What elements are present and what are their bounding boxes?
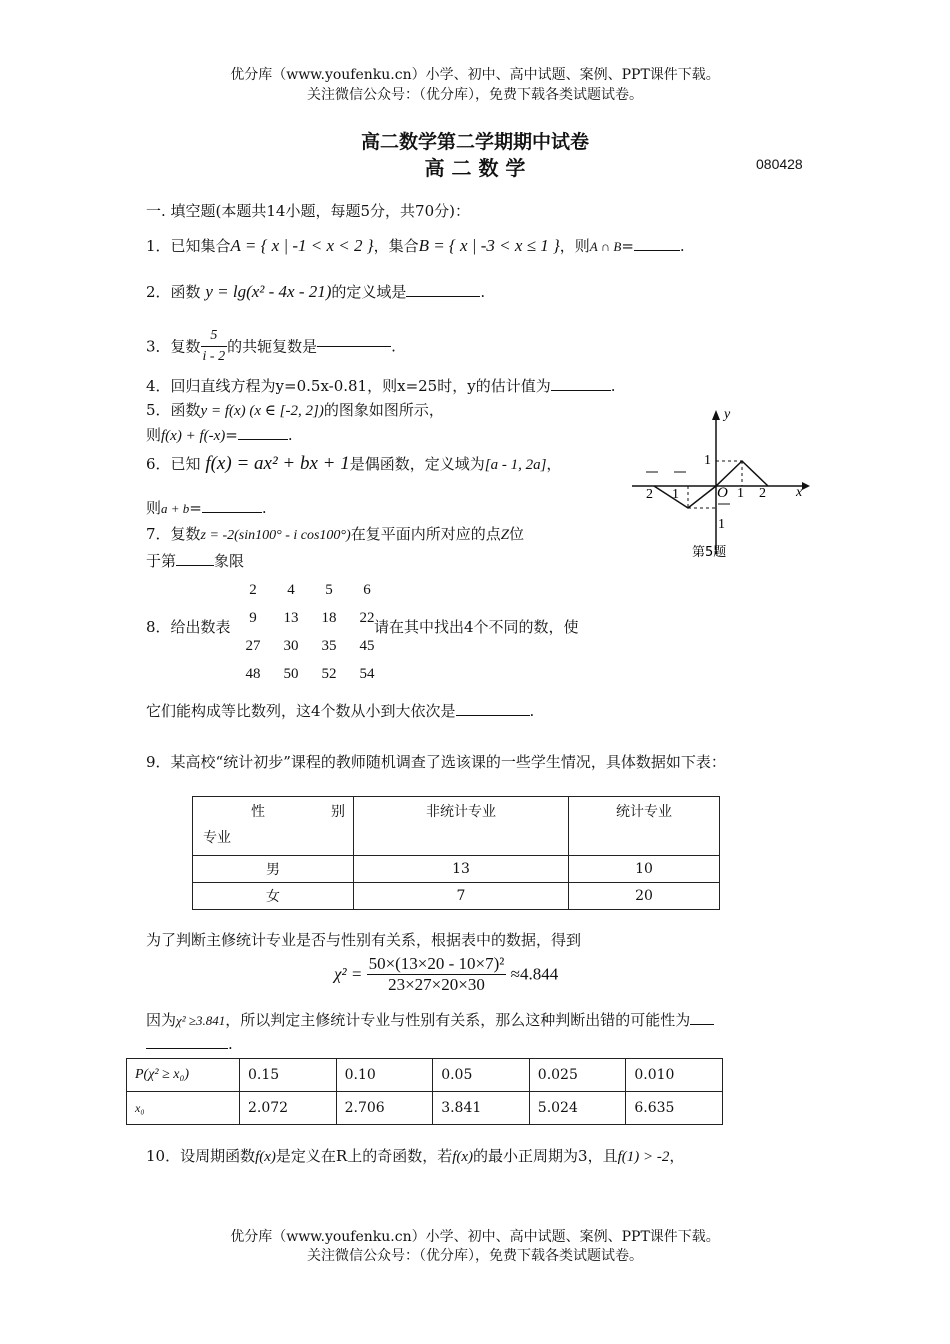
answer-blank-1[interactable] (634, 250, 680, 251)
answer-blank-9[interactable] (690, 1024, 714, 1025)
question-6: 6．已知 f(x) = ax² + bx + 1是偶函数，定义域为[a - 1, 2a]， (146, 453, 562, 474)
answer-blank-4[interactable] (551, 390, 611, 391)
header-line-1: 优分库（www.youfenku.cn）小学、初中、高中试题、案例、PPT课件下载。 (230, 67, 720, 83)
question-3: 3．复数 $\frac{5}{i - 2}$ 的共轭复数是 . (146, 326, 396, 367)
answer-blank-6[interactable] (202, 512, 262, 513)
q8-number-table (234, 582, 386, 694)
table-row: P(χ² ≥ x₀) 0.15 0.10 0.05 0.025 0.010 (127, 1059, 723, 1092)
x-axis-arrow (802, 482, 810, 490)
question-10: 10．设周期函数f(x)是定义在R上的奇函数，若f(x)的最小正周期为3，且f(1) > -2， (146, 1147, 685, 1165)
footer-line-2: 关注微信公众号：（优分库），免费下载各类试题试卷。 (307, 1248, 643, 1264)
tick-neg-2: 2 (646, 487, 653, 502)
table-row: 女 7 20 (193, 883, 720, 910)
question-9-text2-cont: . (146, 1034, 233, 1054)
answer-blank-9-cont[interactable] (146, 1048, 228, 1049)
exam-code: 080428 (756, 156, 803, 172)
figure-caption: 第5题 (692, 545, 727, 560)
header-nonstat: 非统计专业 (354, 797, 569, 856)
number-row: 9 13 18 22 (249, 610, 375, 626)
question-1: 1．已知集合A = { x | -1 < x < 2 }，集合B = { x | -3 < x ≤ 1 }，则A ∩ B= . (146, 236, 685, 255)
table-row: 男 13 10 (193, 856, 720, 883)
question-4: 4．回归直线方程为y=0.5x-0.81，则x=25时，y的估计值为 . (146, 377, 616, 395)
tick-neg-1: 1 (672, 487, 679, 502)
question-8-lead: 8．给出数表 (146, 618, 231, 636)
answer-blank-5[interactable] (238, 439, 288, 440)
y-label: y (724, 407, 731, 422)
answer-blank-2[interactable] (406, 296, 480, 297)
tick-2: 2 (759, 486, 766, 501)
page-subtitle: 高 二 数 学 (424, 156, 526, 180)
chi-square-formula: χ² = $\frac{\text{50×(13×20 - 10×7)²}}{23\times 27\times 20\times 30}$ ≈4.844 (334, 954, 559, 994)
x-label: x (796, 485, 803, 500)
figure-5-graph (626, 404, 812, 564)
tick-1: 1 (737, 486, 744, 501)
question-8-cont: 它们能构成等比数列，这4个数从小到大依次是 . (146, 702, 535, 720)
answer-blank-3[interactable] (317, 346, 391, 347)
header-gender-major: 性 别 专业 (193, 797, 354, 856)
tick-y-1: 1 (704, 453, 711, 468)
y-axis-arrow (712, 410, 720, 420)
answer-blank-7[interactable] (176, 565, 214, 566)
table-row: x₀ 2.072 2.706 3.841 5.024 6.635 (127, 1092, 723, 1125)
number-row: 27 30 35 45 (245, 638, 375, 654)
header-line-2: 关注微信公众号：（优分库），免费下载各类试题试卷。 (307, 87, 643, 103)
section-heading: 一. 填空题(本题共14小题，每题5分，共70分)： (146, 202, 470, 220)
question-7-cont: 于第 象限 (146, 552, 245, 570)
footer-line-1: 优分库（www.youfenku.cn）小学、初中、高中试题、案例、PPT课件下载。 (230, 1229, 720, 1245)
number-row: 48 50 52 54 (245, 666, 375, 682)
contingency-table (192, 796, 720, 910)
question-2: 2．函数 y = lg(x² - 4x - 21)的定义域是 . (146, 282, 486, 301)
probability-table (126, 1058, 723, 1125)
number-row: 2 4 5 6 (249, 582, 371, 598)
answer-blank-8[interactable] (456, 715, 530, 716)
question-9-text2: 因为χ² ≥3.841，所以判定主修统计专业与性别有关系，那么这种判断出错的可能性为 (146, 1010, 714, 1031)
header-stat: 统计专业 (569, 797, 720, 856)
question-8-tail: 请在其中找出4个不同的数，使 (374, 618, 579, 636)
fraction: $\frac{5}{i - 2}$ (202, 328, 226, 364)
question-7: 7．复数z = -2(sin100° - i cos100°)在复平面内所对应的点Z位 (146, 525, 525, 543)
question-5-cont: 则f(x) + f(-x)= . (146, 426, 293, 444)
page-title: 高二数学第二学期期中试卷 (360, 131, 589, 153)
origin-label: O (717, 485, 728, 501)
question-9-intro: 9．某高校“统计初步”课程的教师随机调查了选该课的一些学生情况，具体数据如下表： (146, 753, 726, 771)
question-9-text1: 为了判断主修统计专业是否与性别有关系，根据表中的数据，得到 (146, 931, 582, 949)
table-header-row (193, 797, 720, 856)
tick-y-neg-1: 1 (718, 517, 725, 532)
question-6-cont: 则a + b= . (146, 499, 267, 517)
question-5: 5．函数y = f(x) (x ∈ [-2, 2])的图象如图所示， (146, 401, 444, 419)
